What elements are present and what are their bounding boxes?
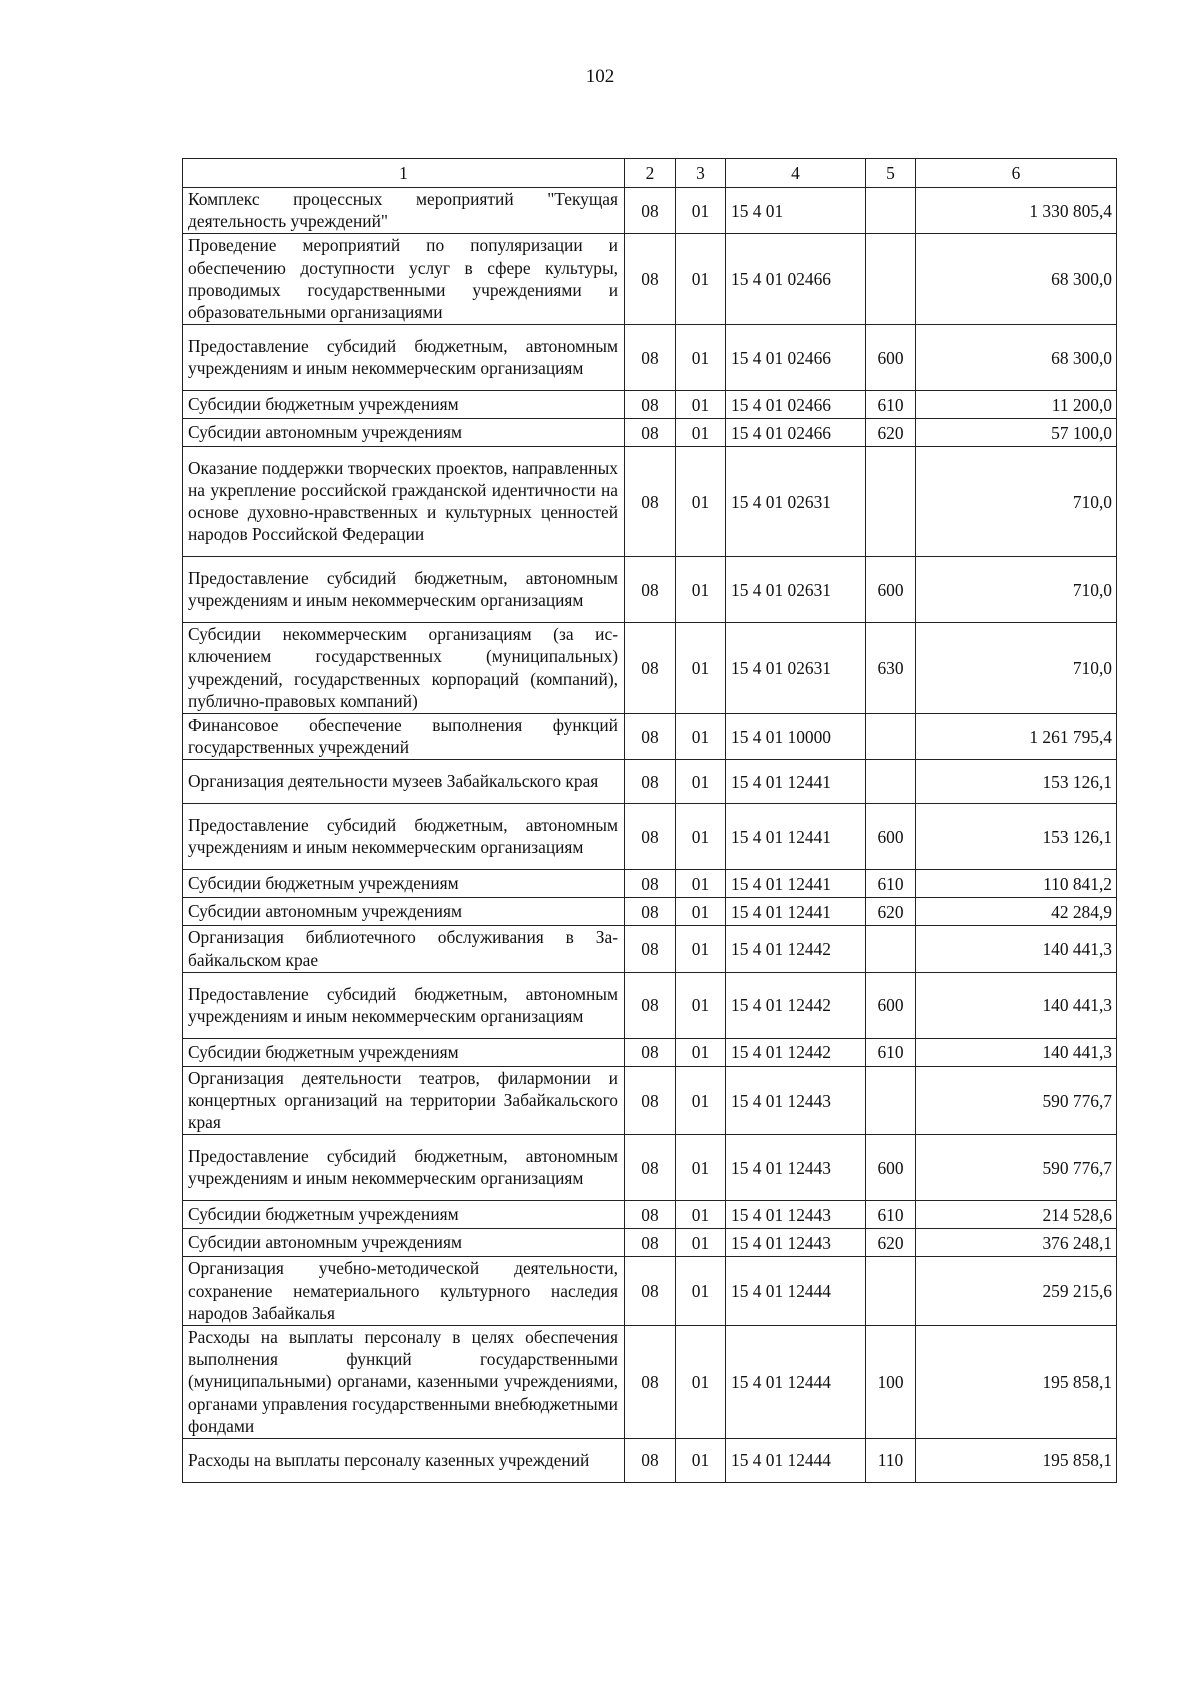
target-article-cell: 15 4 01 02466 bbox=[726, 419, 866, 447]
section-code-cell: 08 bbox=[625, 391, 676, 419]
section-code-cell: 08 bbox=[625, 804, 676, 870]
subsection-code-cell: 01 bbox=[676, 714, 726, 760]
expense-name-cell: Оказание поддержки творческих проектов, направленных на укрепление российской гражданской идентичности на основе духовно-нравственных и культурных ценностей народов Российской Федерации bbox=[183, 447, 625, 557]
subsection-code-cell: 01 bbox=[676, 1439, 726, 1483]
table-row bbox=[183, 447, 1117, 557]
subsection-code-cell: 01 bbox=[676, 623, 726, 714]
target-article-cell: 15 4 01 12443 bbox=[726, 1135, 866, 1201]
target-article-cell: 15 4 01 02466 bbox=[726, 391, 866, 419]
subsection-code-cell: 01 bbox=[676, 898, 726, 926]
target-article-cell: 15 4 01 12441 bbox=[726, 804, 866, 870]
table-row bbox=[183, 898, 1117, 926]
header-cell: 1 bbox=[183, 159, 625, 188]
target-article-cell: 15 4 01 12444 bbox=[726, 1326, 866, 1439]
section-code-cell: 08 bbox=[625, 972, 676, 1038]
expense-name-cell: Субсидии автономным учреждениям bbox=[183, 898, 625, 926]
expense-name-cell: Организация деятельности театров, филармонии и концертных организаций на территории Забайкальского края bbox=[183, 1066, 625, 1135]
amount-cell: 195 858,1 bbox=[916, 1439, 1117, 1483]
expense-name-cell: Расходы на выплаты персоналу в целях обеспечения выполнения функций государственными (муниципальными) органами, казенными учреждениями, органами управления государственными внебюджетными фондами bbox=[183, 1326, 625, 1439]
header-cell: 2 bbox=[625, 159, 676, 188]
subsection-code-cell: 01 bbox=[676, 234, 726, 325]
table-row bbox=[183, 926, 1117, 972]
section-code-cell: 08 bbox=[625, 1201, 676, 1229]
section-code-cell: 08 bbox=[625, 623, 676, 714]
expense-type-cell: 610 bbox=[866, 391, 916, 419]
subsection-code-cell: 01 bbox=[676, 419, 726, 447]
amount-cell: 140 441,3 bbox=[916, 1038, 1117, 1066]
expense-type-cell bbox=[866, 447, 916, 557]
amount-cell: 214 528,6 bbox=[916, 1201, 1117, 1229]
amount-cell: 710,0 bbox=[916, 447, 1117, 557]
table-row bbox=[183, 1201, 1117, 1229]
table-row bbox=[183, 714, 1117, 760]
page-number: 102 bbox=[585, 66, 615, 87]
expense-type-cell: 620 bbox=[866, 419, 916, 447]
section-code-cell: 08 bbox=[625, 898, 676, 926]
amount-cell: 110 841,2 bbox=[916, 870, 1117, 898]
expense-name-cell: Субсидии бюджетным учреждениям bbox=[183, 391, 625, 419]
expense-name-cell: Организация учебно-методической деятельности, сохранение нематериального культурного наследия народов Забайкалья bbox=[183, 1257, 625, 1326]
expense-type-cell: 600 bbox=[866, 1135, 916, 1201]
expense-type-cell: 630 bbox=[866, 623, 916, 714]
target-article-cell: 15 4 01 02466 bbox=[726, 234, 866, 325]
section-code-cell: 08 bbox=[625, 234, 676, 325]
expense-type-cell: 600 bbox=[866, 325, 916, 391]
section-code-cell: 08 bbox=[625, 760, 676, 804]
expense-type-cell bbox=[866, 760, 916, 804]
expense-type-cell bbox=[866, 188, 916, 234]
expense-type-cell: 600 bbox=[866, 972, 916, 1038]
table-row bbox=[183, 188, 1117, 234]
expense-type-cell: 100 bbox=[866, 1326, 916, 1439]
expense-name-cell: Предоставление субсидий бюджетным, автономным учреждениям и иным некоммерческим организациям bbox=[183, 804, 625, 870]
table-row bbox=[183, 419, 1117, 447]
subsection-code-cell: 01 bbox=[676, 557, 726, 623]
table-row bbox=[183, 234, 1117, 325]
expense-type-cell bbox=[866, 1066, 916, 1135]
expense-name-cell: Расходы на выплаты персоналу казенных учреждений bbox=[183, 1439, 625, 1483]
table-row bbox=[183, 1135, 1117, 1201]
target-article-cell: 15 4 01 12441 bbox=[726, 870, 866, 898]
subsection-code-cell: 01 bbox=[676, 1229, 726, 1257]
amount-cell: 376 248,1 bbox=[916, 1229, 1117, 1257]
target-article-cell: 15 4 01 12441 bbox=[726, 898, 866, 926]
expense-name-cell: Предоставление субсидий бюджетным, автономным учреждениям и иным некоммерческим организациям bbox=[183, 1135, 625, 1201]
expense-type-cell: 110 bbox=[866, 1439, 916, 1483]
amount-cell: 710,0 bbox=[916, 557, 1117, 623]
expense-type-cell: 600 bbox=[866, 557, 916, 623]
table-row bbox=[183, 325, 1117, 391]
section-code-cell: 08 bbox=[625, 1326, 676, 1439]
subsection-code-cell: 01 bbox=[676, 391, 726, 419]
section-code-cell: 08 bbox=[625, 188, 676, 234]
amount-cell: 710,0 bbox=[916, 623, 1117, 714]
target-article-cell: 15 4 01 12444 bbox=[726, 1439, 866, 1483]
amount-cell: 57 100,0 bbox=[916, 419, 1117, 447]
subsection-code-cell: 01 bbox=[676, 870, 726, 898]
table-row bbox=[183, 1066, 1117, 1135]
subsection-code-cell: 01 bbox=[676, 1257, 726, 1326]
expense-name-cell: Субсидии бюджетным учреждениям bbox=[183, 1201, 625, 1229]
header-cell: 3 bbox=[676, 159, 726, 188]
section-code-cell: 08 bbox=[625, 1066, 676, 1135]
amount-cell: 153 126,1 bbox=[916, 804, 1117, 870]
section-code-cell: 08 bbox=[625, 870, 676, 898]
table-row bbox=[183, 1326, 1117, 1439]
amount-cell: 590 776,7 bbox=[916, 1066, 1117, 1135]
target-article-cell: 15 4 01 12441 bbox=[726, 760, 866, 804]
expense-name-cell: Организация библиотечного обслуживания в Забайкальском крае bbox=[183, 926, 625, 972]
section-code-cell: 08 bbox=[625, 1229, 676, 1257]
target-article-cell: 15 4 01 10000 bbox=[726, 714, 866, 760]
table-header-row bbox=[183, 159, 1117, 188]
expense-type-cell: 610 bbox=[866, 1201, 916, 1229]
subsection-code-cell: 01 bbox=[676, 188, 726, 234]
subsection-code-cell: 01 bbox=[676, 1066, 726, 1135]
section-code-cell: 08 bbox=[625, 1038, 676, 1066]
expense-name-cell: Субсидии автономным учреждениям bbox=[183, 1229, 625, 1257]
expense-type-cell: 610 bbox=[866, 870, 916, 898]
target-article-cell: 15 4 01 02631 bbox=[726, 557, 866, 623]
subsection-code-cell: 01 bbox=[676, 325, 726, 391]
target-article-cell: 15 4 01 02631 bbox=[726, 447, 866, 557]
amount-cell: 140 441,3 bbox=[916, 926, 1117, 972]
target-article-cell: 15 4 01 12443 bbox=[726, 1201, 866, 1229]
target-article-cell: 15 4 01 12443 bbox=[726, 1066, 866, 1135]
expense-name-cell: Проведение мероприятий по популяризации и обеспечению доступности услуг в сфере культуры, проводимых государственными учреждениями и образовательными организациями bbox=[183, 234, 625, 325]
amount-cell: 1 261 795,4 bbox=[916, 714, 1117, 760]
subsection-code-cell: 01 bbox=[676, 972, 726, 1038]
section-code-cell: 08 bbox=[625, 1135, 676, 1201]
subsection-code-cell: 01 bbox=[676, 804, 726, 870]
expense-type-cell bbox=[866, 714, 916, 760]
target-article-cell: 15 4 01 12442 bbox=[726, 972, 866, 1038]
table-row bbox=[183, 972, 1117, 1038]
subsection-code-cell: 01 bbox=[676, 1201, 726, 1229]
target-article-cell: 15 4 01 02631 bbox=[726, 623, 866, 714]
amount-cell: 153 126,1 bbox=[916, 760, 1117, 804]
table-row bbox=[183, 1439, 1117, 1483]
table-row bbox=[183, 391, 1117, 419]
expense-type-cell bbox=[866, 1257, 916, 1326]
target-article-cell: 15 4 01 12442 bbox=[726, 1038, 866, 1066]
expense-type-cell: 610 bbox=[866, 1038, 916, 1066]
target-article-cell: 15 4 01 12443 bbox=[726, 1229, 866, 1257]
table-row bbox=[183, 557, 1117, 623]
amount-cell: 11 200,0 bbox=[916, 391, 1117, 419]
expense-name-cell: Предоставление субсидий бюджетным, автономным учреждениям и иным некоммерческим организациям bbox=[183, 325, 625, 391]
table-row bbox=[183, 760, 1117, 804]
subsection-code-cell: 01 bbox=[676, 926, 726, 972]
amount-cell: 68 300,0 bbox=[916, 234, 1117, 325]
subsection-code-cell: 01 bbox=[676, 1135, 726, 1201]
header-cell: 6 bbox=[916, 159, 1117, 188]
table-row bbox=[183, 1257, 1117, 1326]
target-article-cell: 15 4 01 12442 bbox=[726, 926, 866, 972]
amount-cell: 140 441,3 bbox=[916, 972, 1117, 1038]
subsection-code-cell: 01 bbox=[676, 1038, 726, 1066]
expense-type-cell: 620 bbox=[866, 1229, 916, 1257]
section-code-cell: 08 bbox=[625, 419, 676, 447]
section-code-cell: 08 bbox=[625, 447, 676, 557]
section-code-cell: 08 bbox=[625, 1257, 676, 1326]
table-row bbox=[183, 804, 1117, 870]
amount-cell: 1 330 805,4 bbox=[916, 188, 1117, 234]
expense-name-cell: Комплекс процессных мероприятий "Текущая деятельность учреждений" bbox=[183, 188, 625, 234]
header-cell: 5 bbox=[866, 159, 916, 188]
amount-cell: 195 858,1 bbox=[916, 1326, 1117, 1439]
amount-cell: 42 284,9 bbox=[916, 898, 1117, 926]
subsection-code-cell: 01 bbox=[676, 447, 726, 557]
expense-name-cell: Субсидии бюджетным учреждениям bbox=[183, 1038, 625, 1066]
section-code-cell: 08 bbox=[625, 557, 676, 623]
expense-name-cell: Предоставление субсидий бюджетным, автономным учреждениям и иным некоммерческим организациям bbox=[183, 557, 625, 623]
expense-type-cell: 620 bbox=[866, 898, 916, 926]
table-body bbox=[183, 188, 1117, 1483]
header-cell: 4 bbox=[726, 159, 866, 188]
section-code-cell: 08 bbox=[625, 325, 676, 391]
expense-name-cell: Субсидии бюджетным учреждениям bbox=[183, 870, 625, 898]
target-article-cell: 15 4 01 02466 bbox=[726, 325, 866, 391]
subsection-code-cell: 01 bbox=[676, 1326, 726, 1439]
subsection-code-cell: 01 bbox=[676, 760, 726, 804]
amount-cell: 68 300,0 bbox=[916, 325, 1117, 391]
table-row bbox=[183, 1038, 1117, 1066]
budget-table bbox=[182, 158, 1117, 1483]
expense-name-cell: Предоставление субсидий бюджетным, автономным учреждениям и иным некоммерческим организациям bbox=[183, 972, 625, 1038]
target-article-cell: 15 4 01 12444 bbox=[726, 1257, 866, 1326]
table-row bbox=[183, 1229, 1117, 1257]
target-article-cell: 15 4 01 bbox=[726, 188, 866, 234]
amount-cell: 259 215,6 bbox=[916, 1257, 1117, 1326]
expense-type-cell bbox=[866, 926, 916, 972]
expense-type-cell bbox=[866, 234, 916, 325]
table-row bbox=[183, 623, 1117, 714]
section-code-cell: 08 bbox=[625, 714, 676, 760]
table-row bbox=[183, 870, 1117, 898]
expense-type-cell: 600 bbox=[866, 804, 916, 870]
section-code-cell: 08 bbox=[625, 926, 676, 972]
expense-name-cell: Субсидии некоммерческим организациям (за исключением государственных (муниципальных) учреждений, государственных корпораций (компаний), публично-правовых компаний) bbox=[183, 623, 625, 714]
expense-name-cell: Организация деятельности музеев Забайкальского края bbox=[183, 760, 625, 804]
amount-cell: 590 776,7 bbox=[916, 1135, 1117, 1201]
expense-name-cell: Финансовое обеспечение выполнения функций государственных учреждений bbox=[183, 714, 625, 760]
expense-name-cell: Субсидии автономным учреждениям bbox=[183, 419, 625, 447]
section-code-cell: 08 bbox=[625, 1439, 676, 1483]
